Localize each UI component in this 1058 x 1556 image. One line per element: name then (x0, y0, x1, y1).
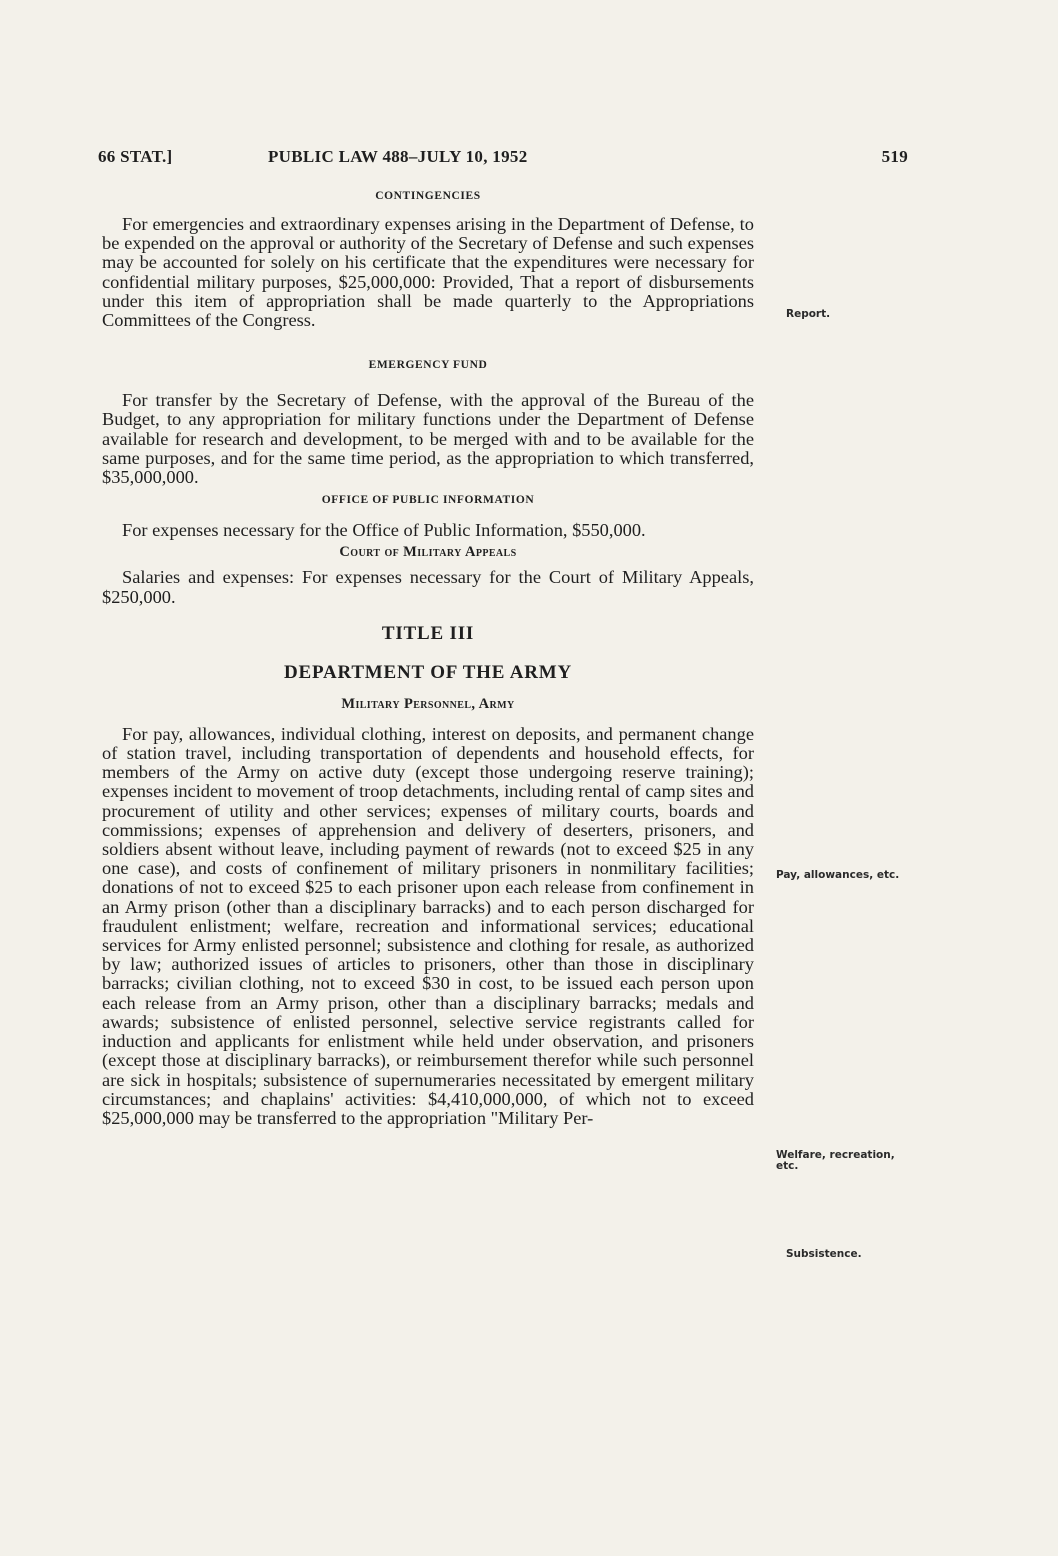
emergency-fund-paragraph: For transfer by the Secretary of Defense, with the approval of the Bureau of the Budget, to any appropriation for military functions under the Department of Defense available for research and development, to be merged with and to be available for the same purposes, and for the same time period, as the appropriation to which transferred, $35,000,000. (102, 390, 754, 488)
statute-reference: 66 STAT.] (98, 147, 173, 166)
margin-note-welfare: Welfare, recreation, etc. (776, 1149, 895, 1172)
contingencies-paragraph: For emergencies and extraordinary expenses arising in the Department of Defense, to be expended on the approval or authority of the Secretary of Defense and such expenses may be accounted for solely on his certificate that the expenditures were necessary for confidential military purposes, $25,000,000: Provided, That a report of disbursements under this item of appropriation shall be made quarterly to the Appropriations Committees of the Congress. (102, 214, 754, 331)
military-personnel-heading: Military Personnel, Army (341, 695, 515, 712)
contingencies-heading: CONTINGENCIES (375, 190, 481, 202)
margin-note-subsistence: Subsistence. (786, 1248, 862, 1260)
department-title: DEPARTMENT OF THE ARMY (283, 661, 573, 683)
military-appeals-paragraph: Salaries and expenses: For expenses necessary for the Court of Military Appeals, $250,000. (102, 567, 754, 607)
emergency-fund-heading: EMERGENCY FUND (368, 359, 488, 372)
public-information-paragraph: For expenses necessary for the Office of Public Information, $550,000. (122, 520, 646, 541)
military-appeals-heading: Court of Military Appeals (339, 544, 517, 561)
page-number: 519 (881, 147, 908, 166)
main-text-column (102, 190, 754, 1128)
public-information-heading: OFFICE OF PUBLIC INFORMATION (321, 494, 535, 507)
margin-note-report: Report. (786, 308, 831, 320)
margin-note-pay: Pay, allowances, etc. (776, 869, 900, 881)
page-header (98, 147, 908, 171)
military-personnel-paragraph: For pay, allowances, individual clothing, interest on deposits, and permanent change of station travel, including transportation of dependents and household effects, for members of the Army on active duty (except those undergoing reserve training); expenses incident to movement of troop detachments, including rental of camp sites and procurement of utility and other services; expenses of military courts, boards and commissions; expenses of apprehension and delivery of deserters, prisoners, and soldiers absent without leave, including payment of rewards (not to exceed $25 in any one case), and costs of confinement of military prisoners in nonmilitary facilities; donations of not to exceed $25 to each prisoner upon each release from confinement in an Army prison (other than a disciplinary barracks) and to each person discharged for fraudulent enlistment; welfare, recreation and informational services; educational services for Army enlisted personnel; subsistence and clothing for resale, as authorized by law; authorized issues of articles to prisoners, other than those in disciplinary barracks; civilian clothing, not to exceed $30 in cost, to be issued each person upon each release from an Army prison, other than a disciplinary barracks; medals and awards; subsistence of enlisted personnel, selective service registrants called for induction and applicants for enlistment while held under observation, and prisoners (except those at disciplinary barracks), or reimbursement therefor while such personnel are sick in hospitals; subsistence of supernumeraries necessitated by emergent military circumstances; and chaplains' activities: $4,410,000,000, of which not to exceed $25,000,000 may be transferred to the appropriation "Military Per- (102, 723, 754, 1128)
public-law-title: PUBLIC LAW 488–JULY 10, 1952 (268, 147, 528, 166)
title-number: TITLE III (381, 622, 475, 644)
